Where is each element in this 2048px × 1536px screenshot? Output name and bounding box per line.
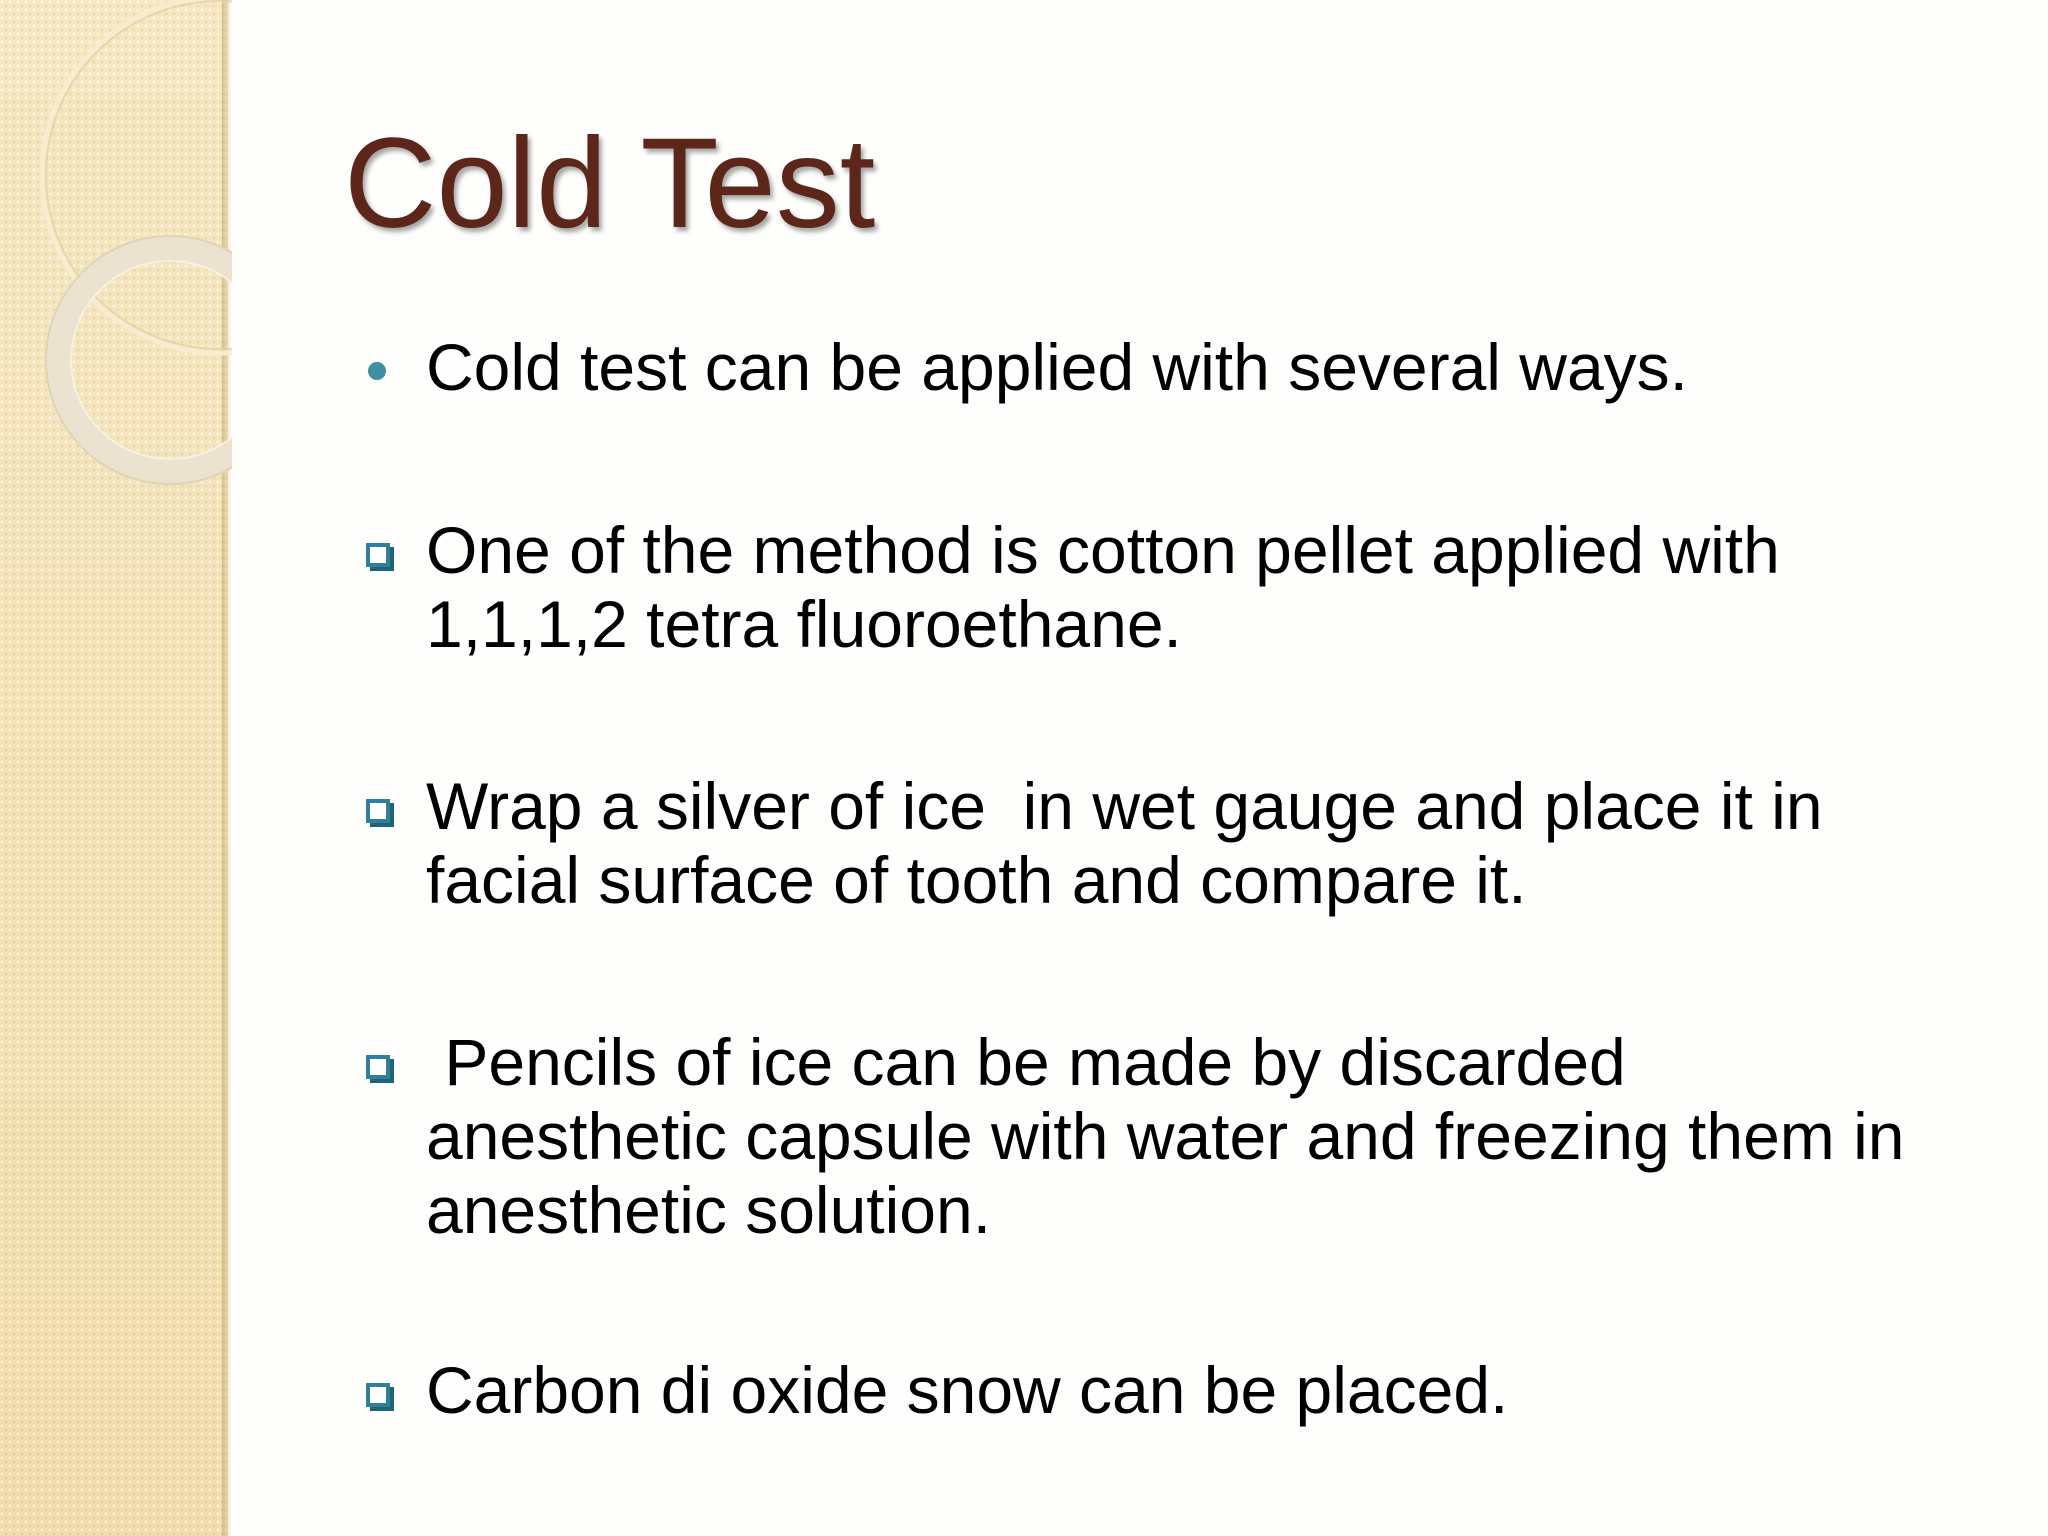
bullet-text: Wrap a silver of ice in wet gauge and place it in facial surface of tooth and compare it. [426, 769, 1823, 917]
checkbox-square-icon [366, 1383, 390, 1407]
checkbox-square-icon [366, 1055, 390, 1079]
decorative-rings-icon [0, 0, 232, 520]
checkbox-square-icon [366, 799, 390, 823]
bullet-text: One of the method is cotton pellet applied with 1,1,1,2 tetra fluoroethane. [426, 513, 1780, 661]
bullet-text: Cold test can be applied with several ways. [426, 330, 1688, 404]
checkbox-square-icon [366, 543, 390, 567]
slide-title: Cold Test [344, 112, 876, 255]
bullet-text: Carbon di oxide snow can be placed. [426, 1353, 1509, 1427]
bullet-text: Pencils of ice can be made by discarded anesthetic capsule with water and freezing them in anesthetic solution. [426, 1025, 1905, 1247]
dot-icon [368, 362, 386, 380]
